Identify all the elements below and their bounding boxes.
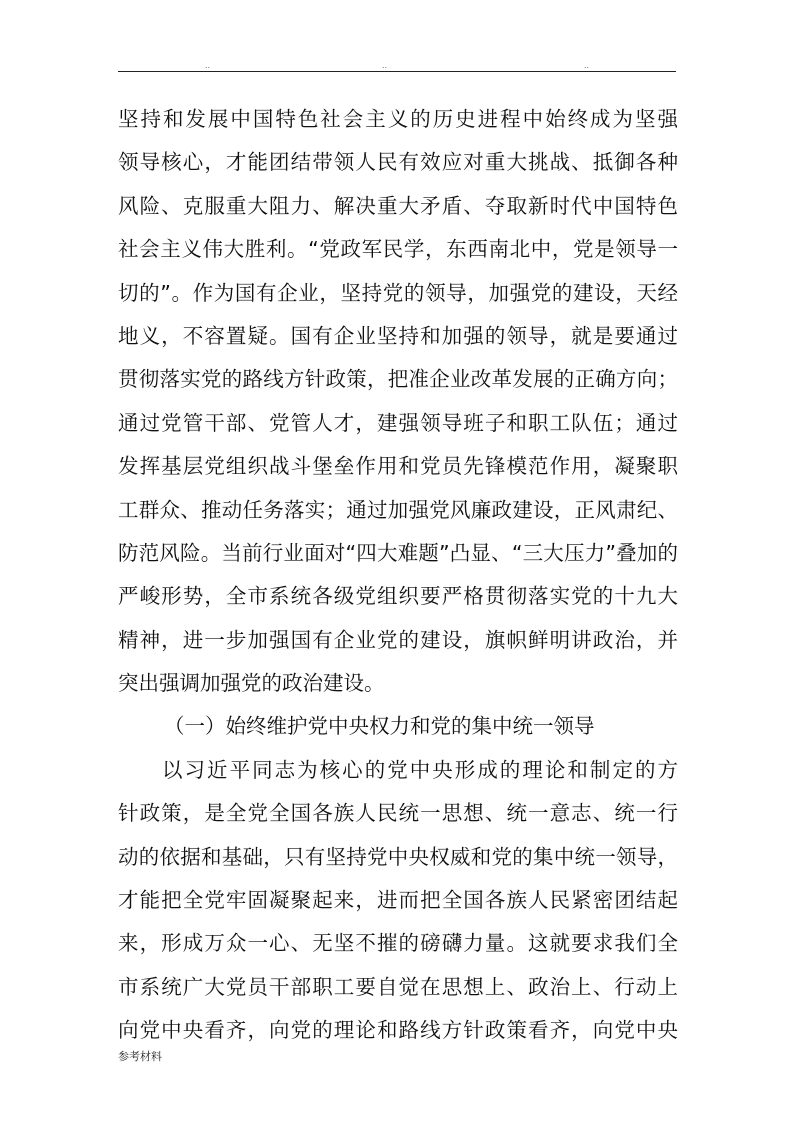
text-line: 动的依据和基础，只有坚持党中央权威和党的集中统一领导，: [118, 844, 678, 869]
document-body: [118, 98, 678, 1053]
header-mark: ..: [584, 61, 590, 70]
text-line: 精神，进一步加强国有企业党的建设，旗帜鲜明讲政治，并: [118, 627, 678, 652]
text-line: 领导核心，才能团结带领人民有效应对重大挑战、抵御各种: [118, 150, 678, 175]
text-line: 防范风险。当前行业面对“四大难题”凸显、“三大压力”叠加的: [118, 540, 678, 565]
text-line: 社会主义伟大胜利。“党政军民学，东西南北中，党是领导一: [118, 237, 678, 262]
text-line: 切的”。作为国有企业，坚持党的领导，加强党的建设，天经: [118, 280, 678, 305]
text-line: 坚持和发展中国特色社会主义的历史进程中始终成为坚强: [118, 107, 678, 131]
text-line: 地义，不容置疑。国有企业坚持和加强的领导，就是要通过: [118, 323, 678, 348]
text-line: 向党中央看齐，向党的理论和路线方针政策看齐，向党中央: [118, 1018, 678, 1043]
text-line: 风险、克服重大阻力、解决重大矛盾、夺取新时代中国特色: [118, 193, 678, 218]
text-line: 突出强调加强党的政治建设。: [118, 671, 385, 696]
text-line: 工群众、推动任务落实；通过加强党风廉政建设，正风肃纪、: [118, 497, 678, 522]
text-line: 以习近平同志为核心的党中央形成的理论和制定的方: [162, 757, 678, 782]
text-line: 才能把全党牢固凝聚起来，进而把全国各族人民紧密团结起: [118, 888, 678, 913]
text-line: 市系统广大党员干部职工要自觉在思想上、政治上、行动上: [118, 974, 678, 999]
footer-label: 参考材料: [118, 1050, 162, 1063]
text-line: 通过党管干部、党管人才，建强领导班子和职工队伍；通过: [118, 410, 678, 435]
section-heading: （一）始终维护党中央权力和党的集中统一领导: [164, 714, 595, 739]
header-mark: ..: [382, 61, 388, 70]
text-line: 来，形成万众一心、无坚不摧的磅礴力量。这就要求我们全: [118, 931, 678, 956]
header-rule: [118, 71, 676, 72]
header-mark: ..: [205, 61, 211, 70]
text-line: 针政策，是全党全国各族人民统一思想、统一意志、统一行: [118, 801, 678, 826]
text-line: 发挥基层党组织战斗堡垒作用和党员先锋模范作用，凝聚职: [118, 454, 678, 479]
text-line: 严峻形势，全市系统各级党组织要严格贯彻落实党的十九大: [118, 584, 678, 609]
text-line: 贯彻落实党的路线方针政策，把准企业改革发展的正确方向；: [118, 367, 678, 392]
